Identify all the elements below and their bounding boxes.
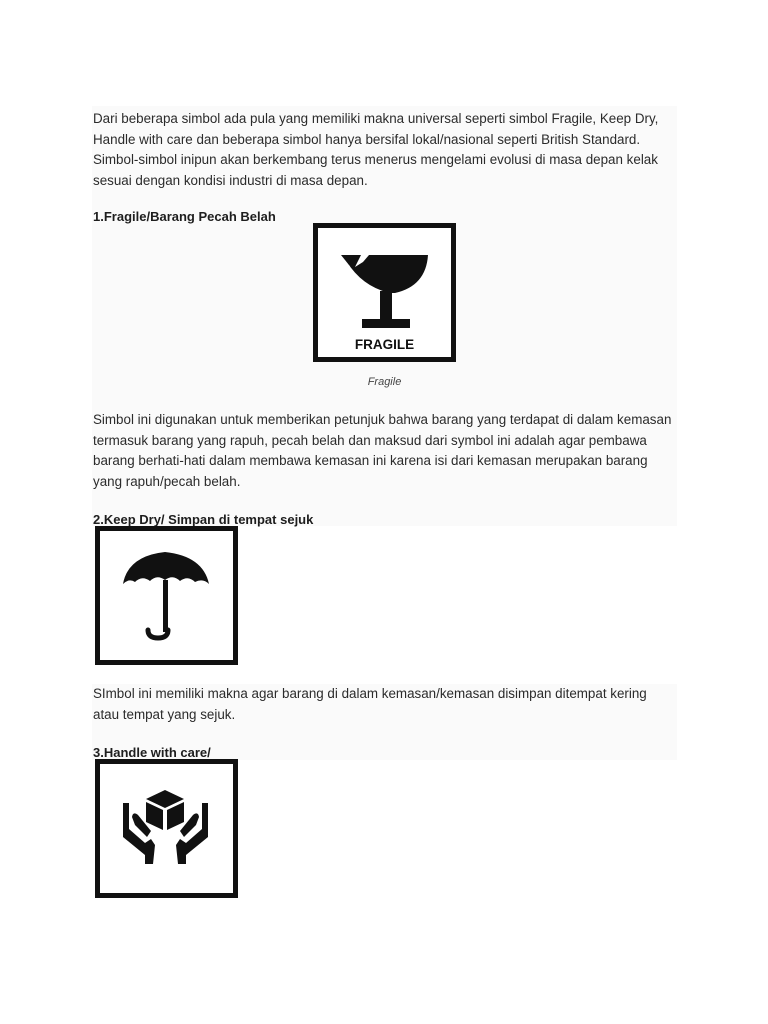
image-caption: Fragile bbox=[367, 376, 402, 388]
keep-dry-description: SImbol ini memiliki makna agar barang di dalam kemasan/kemasan disimpan ditempat kering atau tempat yang sejuk. bbox=[93, 686, 647, 722]
section-heading-fragile: 1.Fragile/Barang Pecah Belah bbox=[93, 209, 276, 224]
umbrella-icon bbox=[95, 526, 238, 665]
hands-box-icon bbox=[95, 759, 238, 898]
intro-paragraph: Dari beberapa simbol ada pula yang memiliki makna universal seperti simbol Fragile, Keep Dry, Handle with care dan beberapa simbol hanya bersifal lokal/nasional seperti British Standard. Simbol-simbol inipun akan berkembang terus menerus mengelami evolusi di masa depan kelak sesuai dengan kondisi industri di masa depan. bbox=[93, 111, 659, 188]
fragile-symbol-label: FRAGILE bbox=[354, 337, 415, 352]
section-heading-keep-dry: 2.Keep Dry/ Simpan di tempat sejuk bbox=[93, 512, 314, 527]
fragile-description: Simbol ini digunakan untuk memberikan petunjuk bahwa barang yang terdapat di dalam kemasan termasuk barang yang rapuh, pecah belah dan maksud dari symbol ini adalah agar pembawa barang berhati-hati dalam membawa kemasan ini karena isi dari kemasan merupakan barang yang rapuh/pecah belah. bbox=[93, 412, 672, 489]
section-heading-handle-with-care: 3.Handle with care/ bbox=[93, 745, 211, 760]
fragile-glass-icon bbox=[313, 223, 456, 362]
